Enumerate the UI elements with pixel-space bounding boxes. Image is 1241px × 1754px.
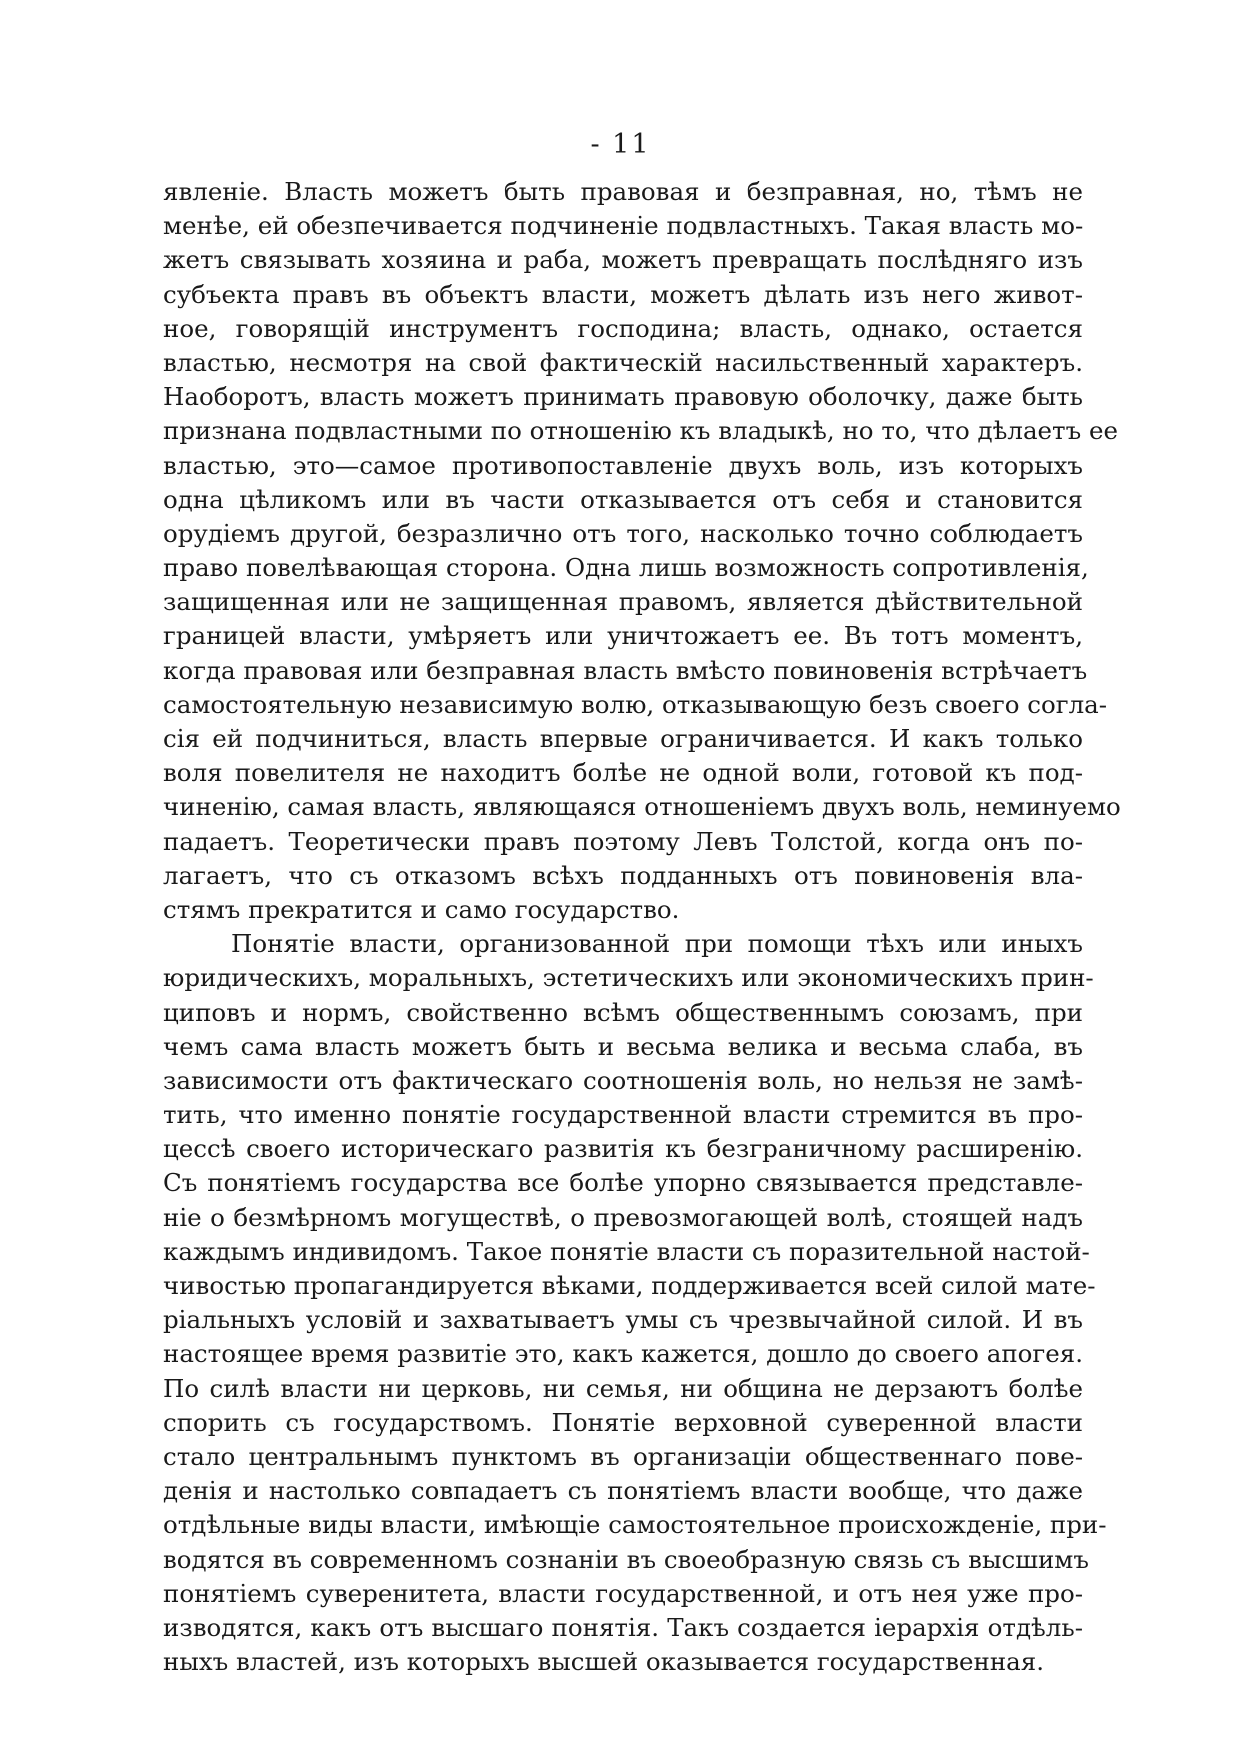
text-line: денія и настолько совпадаетъ съ понятіемъ власти вообще, что даже [163, 1476, 1083, 1506]
text-line: изводятся, какъ отъ высшаго понятія. Такъ создается іерархія отдѣль- [163, 1612, 1083, 1642]
text-line: право повелѣвающая сторона. Одна лишь возможность сопротивленія, [163, 553, 1089, 583]
text-line: властью, это—самое противопоставленіе двухъ воль, изъ которыхъ [163, 450, 1083, 480]
text-line: явленіе. Власть можетъ быть правовая и безправная, но, тѣмъ не [163, 177, 1083, 206]
text-line: защищенная или не защищенная правомъ, является дѣйствительной [163, 587, 1083, 617]
text-line: орудіемъ другой, безразлично отъ того, насколько точно соблюдаетъ [163, 518, 1083, 548]
text-line: субъекта правъ въ объектъ власти, можетъ дѣлать изъ него живот- [163, 279, 1083, 309]
text-line: стямъ прекратится и само государство. [163, 894, 680, 924]
text-line: ріальныхъ условій и захватываетъ умы съ чрезвычайной силой. И въ [163, 1305, 1083, 1335]
text-line: ныхъ властей, изъ которыхъ высшей оказывается государственная. [163, 1647, 1045, 1677]
text-line: Понятіе власти, организованной при помощи тѣхъ или иныхъ [231, 929, 1083, 959]
text-line: зависимости отъ фактическаго соотношенія воль, но нельзя не замѣ- [163, 1065, 1083, 1095]
text-line: воля повелителя не находитъ болѣе не одной воли, готовой къ под- [163, 758, 1083, 788]
text-line: чемъ сама власть можетъ быть и весьма велика и весьма слаба, въ [163, 1031, 1083, 1061]
text-line: одна цѣликомъ или въ части отказывается отъ себя и становится [163, 484, 1083, 514]
text-line: признана подвластными по отношенію къ владыкѣ, но то, что дѣлаетъ ее [163, 416, 1118, 446]
text-line: чиненію, самая власть, являющаяся отношеніемъ двухъ воль, неминуемо [163, 792, 1121, 822]
page-number: - 11 [590, 129, 651, 160]
text-line: самостоятельную независимую волю, отказывающую безъ своего согла- [163, 689, 1108, 719]
paragraph-2 [163, 927, 1107, 1679]
text-line: властью, несмотря на свой фактическій насильственный характеръ. [163, 347, 1083, 377]
text-line: По силѣ власти ни церковь, ни семья, ни община не дерзаютъ болѣе [163, 1373, 1083, 1403]
text-line: жетъ связывать хозяина и раба, можетъ превращать послѣдняго изъ [163, 245, 1083, 275]
text-line: водятся въ современномъ сознаніи въ своеобразную связь съ высшимъ [163, 1544, 1089, 1574]
text-line: каждымъ индивидомъ. Такое понятіе власти съ поразительной настой- [163, 1236, 1090, 1266]
text-line: границей власти, умѣряетъ или уничтожаетъ ее. Въ тотъ моментъ, [163, 621, 1083, 651]
text-line: когда правовая или безправная власть вмѣсто повиновенія встрѣчаетъ [163, 655, 1088, 685]
text-line: ное, говорящій инструментъ господина; власть, однако, остается [163, 313, 1083, 343]
text-line: ніе о безмѣрномъ могуществѣ, о превозмогающей волѣ, стоящей надъ [163, 1202, 1083, 1232]
text-line: юридическихъ, моральныхъ, эстетическихъ или экономическихъ прин- [163, 963, 1094, 993]
text-line: падаетъ. Теоретически правъ поэтому Левъ Толстой, когда онъ по- [163, 826, 1083, 856]
text-line: лагаетъ, что съ отказомъ всѣхъ подданныхъ отъ повиновенія вла- [163, 860, 1083, 890]
text-line: менѣе, ей обезпечивается подчиненіе подвластныхъ. Такая власть мо- [163, 211, 1084, 241]
text-line: тить, что именно понятіе государственной власти стремится въ про- [163, 1100, 1083, 1130]
text-line: циповъ и нормъ, свойственно всѣмъ общественнымъ союзамъ, при [163, 997, 1083, 1027]
body-text [163, 175, 1121, 1679]
text-line: спорить съ государствомъ. Понятіе верховной суверенной власти [163, 1407, 1083, 1437]
text-line: стало центральнымъ пунктомъ въ организаціи общественнаго пове- [163, 1441, 1083, 1471]
text-line: сія ей подчиниться, власть впервые ограничивается. И какъ только [163, 724, 1083, 753]
text-line: чивостью пропагандируется вѣками, поддерживается всей силой мате- [163, 1271, 1096, 1300]
text-line: отдѣльные виды власти, имѣющіе самостоятельное происхожденіе, при- [163, 1510, 1107, 1540]
text-line: цессѣ своего историческаго развитія къ безграничному расширенію. [163, 1134, 1083, 1164]
text-line: Наоборотъ, власть можетъ принимать правовую оболочку, даже быть [163, 382, 1083, 412]
text-line: Съ понятіемъ государства все болѣе упорно связывается представле- [163, 1168, 1083, 1198]
text-line: настоящее время развитіе это, какъ кажется, дошло до своего апогея. [163, 1339, 1083, 1369]
text-line: понятіемъ суверенитета, власти государственной, и отъ нея уже про- [163, 1578, 1083, 1608]
paragraph-1 [163, 175, 1121, 927]
